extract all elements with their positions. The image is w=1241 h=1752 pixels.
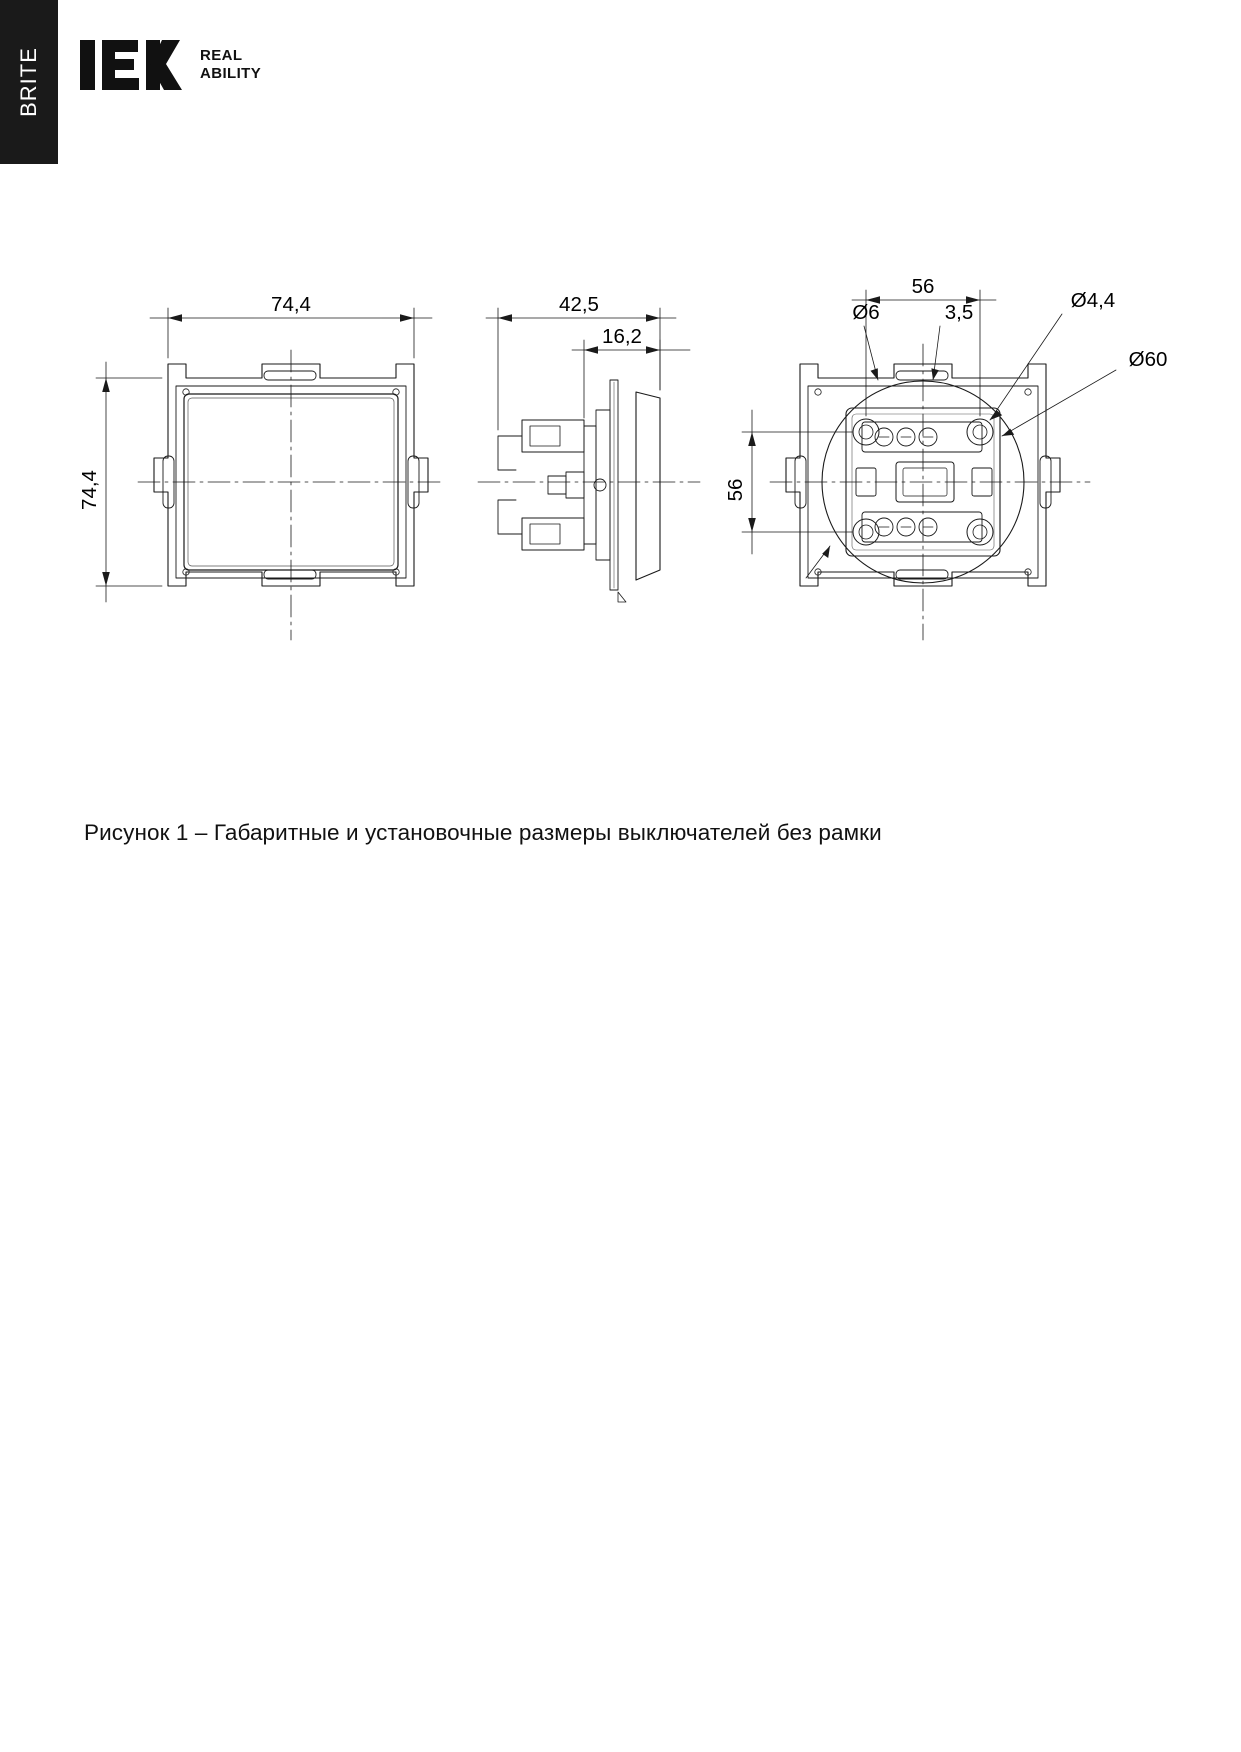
dim-label-front-height: 74,4 [78, 470, 101, 510]
drawing-svg [0, 240, 1241, 660]
dim-side-depth [486, 308, 676, 430]
dim-label-3-5: 3,5 [944, 301, 974, 324]
technical-drawing [0, 240, 1241, 660]
iek-logo-mark [80, 36, 186, 94]
dim-label-side-depth: 42,5 [559, 293, 599, 316]
leader-d60 [806, 370, 1116, 578]
front-view [96, 308, 444, 640]
iek-tagline-line1: REAL [200, 47, 243, 65]
dim-label-d60: Ø60 [1128, 348, 1168, 371]
iek-logo-tagline [200, 47, 261, 82]
iek-logo [80, 36, 261, 94]
dimension-labels [78, 275, 1167, 510]
dim-label-d4-4: Ø4,4 [1070, 289, 1116, 312]
dim-side-thickness [572, 340, 690, 418]
brand-side-tab [0, 0, 58, 164]
figure-caption: Рисунок 1 – Габаритные и установочные размеры выключателей без рамки [84, 820, 882, 845]
leader-3-5 [931, 326, 940, 380]
dim-label-d6: Ø6 [852, 301, 880, 324]
mechanism-view [742, 290, 1116, 640]
dim-label-mech-width: 56 [911, 275, 935, 298]
dim-label-front-width: 74,4 [271, 293, 311, 316]
dim-label-side-thickness: 16,2 [602, 325, 642, 348]
leader-d4-4 [990, 314, 1062, 420]
iek-logo-icon [80, 36, 186, 94]
side-view [478, 308, 700, 602]
iek-tagline-line2: ABILITY [200, 65, 262, 82]
dim-label-mech-height: 56 [724, 478, 747, 502]
brand-side-tab-label: BRITE [16, 47, 41, 117]
